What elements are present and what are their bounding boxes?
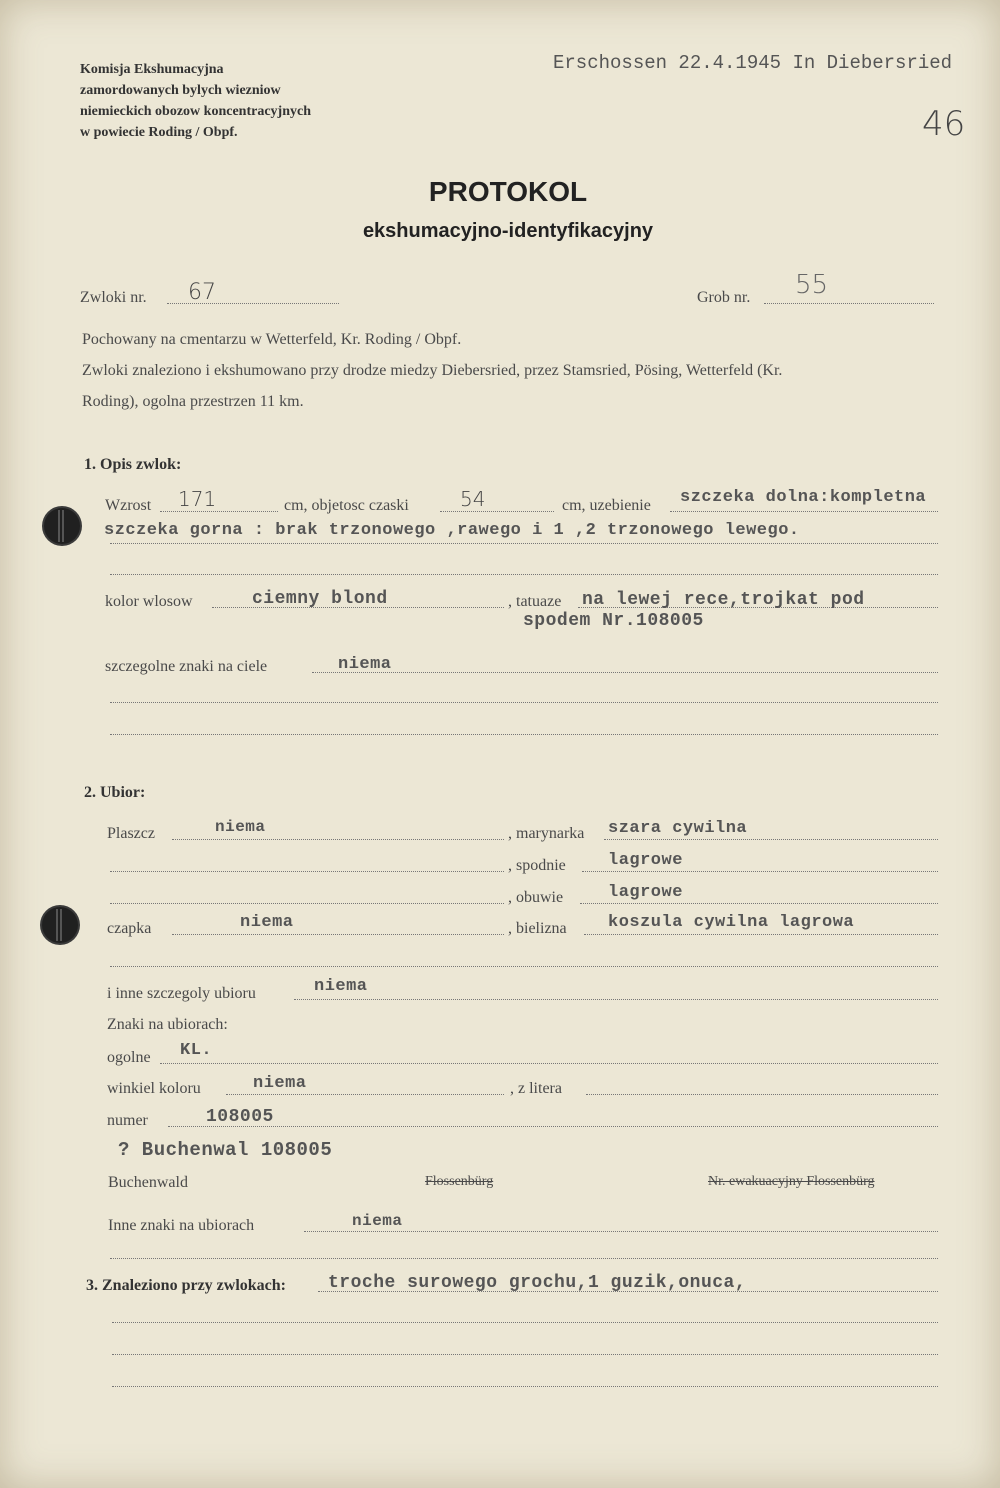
triangle-color-line	[226, 1094, 504, 1095]
commission-line: Komisja Ekshumacyjna	[80, 62, 224, 77]
coat-label: Plaszcz	[107, 825, 155, 842]
other-clothing-marks-label: Inne znaki na ubiorach	[108, 1217, 255, 1234]
camp-buchenwald: Buchenwald	[108, 1174, 188, 1191]
clothing-marks-label: Znaki na ubiorach:	[107, 1016, 228, 1033]
number-label: numer	[107, 1112, 148, 1129]
found-items-line-3	[112, 1354, 938, 1355]
teeth-value-2: szczeka gorna : brak trzonowego ,rawego i 1 ,2 trzonowego lewego.	[104, 521, 800, 540]
teeth-line-3	[110, 574, 938, 575]
camp-evacuation-number: Nr. ewakuacyjny Flossenbürg	[708, 1174, 875, 1189]
number-line	[168, 1126, 938, 1127]
height-value: 171	[178, 487, 217, 511]
jacket-line	[604, 839, 938, 840]
camp-note: ? Buchenwal 108005	[118, 1139, 333, 1161]
section-3-label: 3. Znaleziono przy zwlokach:	[86, 1277, 286, 1294]
general-marks-line	[160, 1063, 938, 1064]
document-title: PROTOKOL	[428, 176, 588, 207]
found-items-line-2	[112, 1322, 938, 1323]
hair-label: kolor wlosow	[105, 593, 193, 610]
page-number: 46	[922, 104, 966, 144]
burial-line-2: Zwloki znaleziono i ekshumowano przy drodze miedzy Diebersried, przez Stamsried, Pösing, Wetterfeld (Kr.	[82, 362, 783, 379]
body-marks-label: szczegolne znaki na ciele	[105, 658, 268, 675]
camp-flossenburg: Flossenbürg	[425, 1174, 494, 1189]
trousers-left-line	[110, 871, 504, 872]
cap-line	[172, 934, 504, 935]
other-clothing-marks-line	[304, 1231, 938, 1232]
document-subtitle: ekshumacyjno-identyfikacyjny	[362, 220, 654, 242]
punch-hole-bottom	[42, 907, 78, 943]
commission-line: w powiecie Roding / Obpf.	[80, 125, 238, 140]
letter-label: , z litera	[510, 1080, 562, 1097]
burial-line-1: Pochowany na cmentarzu w Wetterfeld, Kr. Roding / Obpf.	[82, 331, 462, 348]
body-marks-line-3	[110, 734, 938, 735]
other-clothing-label: i inne szczegoly ubioru	[107, 985, 256, 1002]
other-clothing-value: niema	[314, 977, 368, 996]
typed-note: Erschossen 22.4.1945 In Diebersried	[553, 52, 953, 74]
teeth-value-1: szczeka dolna:kompletna	[680, 488, 927, 507]
shoes-label: , obuwie	[508, 889, 564, 906]
body-number-label: Zwloki nr.	[80, 289, 147, 306]
tattoo-value-1: na lewej rece,trojkat pod	[582, 590, 865, 610]
number-value: 108005	[206, 1107, 274, 1127]
cap-label: czapka	[107, 920, 152, 937]
trousers-value: lagrowe	[608, 851, 683, 870]
body-marks-line-2	[110, 702, 938, 703]
teeth-label: cm, uzebienie	[562, 497, 651, 514]
triangle-color-label: winkiel koloru	[107, 1080, 201, 1097]
punch-hole-top	[44, 508, 80, 544]
triangle-color-value: niema	[253, 1074, 307, 1093]
clothing-marks-blank-line	[110, 1258, 938, 1259]
tattoo-label: , tatuaze	[508, 593, 562, 610]
jacket-value: szara cywilna	[608, 819, 748, 838]
commission-header	[80, 59, 311, 143]
skull-value: 54	[460, 487, 486, 511]
shoes-value: lagrowe	[608, 883, 683, 902]
teeth-line-1	[670, 511, 938, 512]
body-marks-value: niema	[338, 655, 392, 674]
jacket-label: , marynarka	[508, 825, 585, 842]
coat-line	[172, 839, 504, 840]
shoes-line	[580, 903, 938, 904]
underwear-label: , bielizna	[508, 920, 567, 937]
skull-label: cm, objetosc czaski	[284, 497, 409, 514]
grave-number-label: Grob nr.	[697, 289, 751, 306]
letter-line	[586, 1094, 938, 1095]
hair-value: ciemny blond	[252, 589, 388, 609]
other-clothing-line	[294, 999, 938, 1000]
commission-line: niemieckich obozow koncentracyjnych	[80, 104, 311, 119]
height-label: Wzrost	[105, 497, 152, 514]
general-marks-value: KL.	[180, 1041, 213, 1060]
underwear-line	[584, 934, 938, 935]
found-items-line-4	[112, 1386, 938, 1387]
coat-value: niema	[215, 818, 266, 836]
trousers-line	[582, 871, 938, 872]
trousers-label: , spodnie	[508, 857, 566, 874]
body-number-value: 67	[188, 280, 216, 305]
cap-value: niema	[240, 913, 294, 932]
section-2-heading: 2. Ubior:	[84, 784, 146, 801]
section-1-heading: 1. Opis zwlok:	[84, 456, 182, 473]
grave-number-line	[764, 303, 934, 304]
general-marks-label: ogolne	[107, 1049, 151, 1066]
burial-line-3: Roding), ogolna przestrzen 11 km.	[82, 393, 304, 410]
other-clothing-marks-value: niema	[352, 1212, 403, 1230]
clothing-blank-line	[110, 966, 938, 967]
shoes-left-line	[110, 903, 504, 904]
skull-line	[440, 511, 554, 512]
height-line	[160, 511, 278, 512]
underwear-value: koszula cywilna lagrowa	[608, 913, 855, 932]
teeth-line-2	[110, 543, 938, 544]
grave-number-value: 55	[795, 270, 829, 300]
tattoo-value-2: spodem Nr.108005	[523, 611, 704, 631]
found-items-value: troche surowego grochu,1 guzik,onuca,	[328, 1273, 747, 1293]
commission-line: zamordowanych bylych wiezniow	[80, 83, 281, 98]
body-marks-line	[312, 672, 938, 673]
